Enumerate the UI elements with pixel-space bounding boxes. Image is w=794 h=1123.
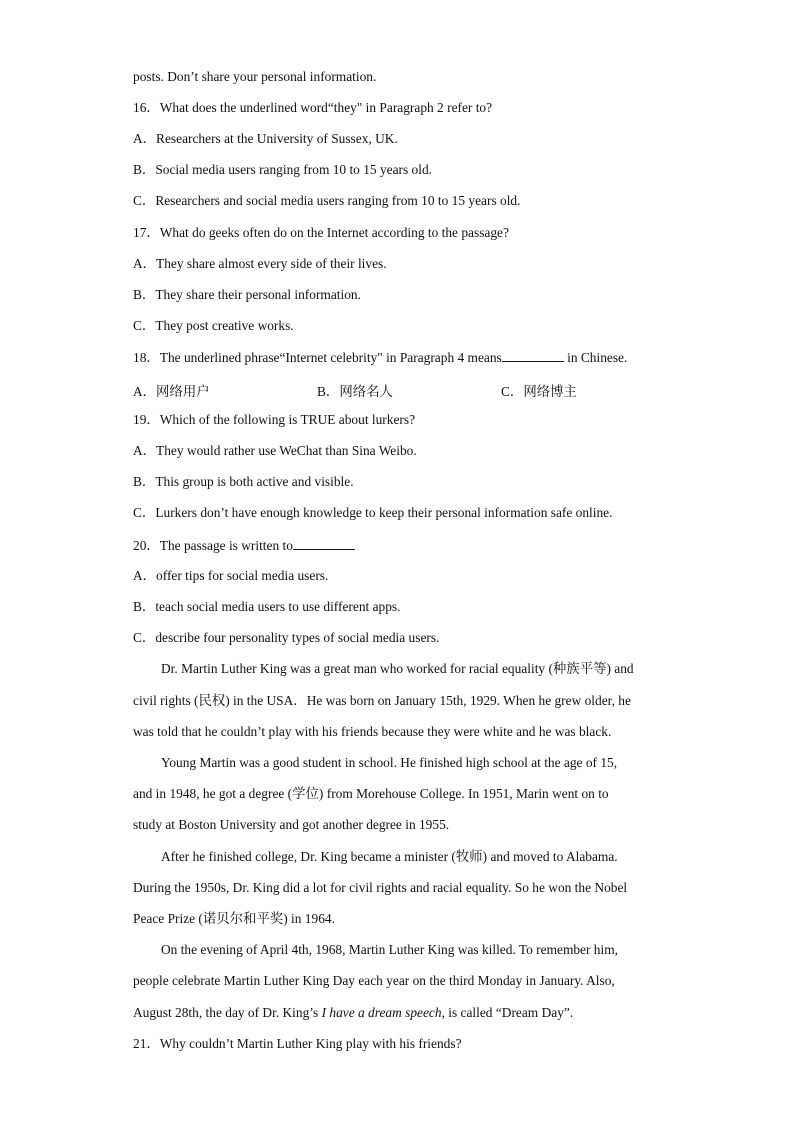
answer-blank xyxy=(502,350,564,362)
passage-paragraph-2-line-2: and in 1948, he got a degree (学位) from Morehouse College. In 1951, Marin went on to xyxy=(133,786,609,801)
question-16-stem: 16．What does the underlined word“they" in Paragraph 2 refer to? xyxy=(133,100,493,115)
passage-paragraph-2-line-1: Young Martin was a good student in school. He finished high school at the age of 15, xyxy=(161,755,618,770)
question-20-option-a: A．offer tips for social media users. xyxy=(133,568,329,583)
passage-paragraph-4-line-2: people celebrate Martin Luther King Day each year on the third Monday in January. Also, xyxy=(133,973,615,988)
passage-paragraph-1-line-1: Dr. Martin Luther King was a great man who worked for racial equality (种族平等) and xyxy=(161,661,634,676)
question-18-option-c: C．网络博主 xyxy=(501,384,577,399)
speech-title: I have a dream speech xyxy=(321,1005,442,1020)
question-18-option-a: A．网络用户 xyxy=(133,384,210,399)
question-17-option-c: C．They post creative works. xyxy=(133,318,294,333)
question-16-option-c: C．Researchers and social media users ranging from 10 to 15 years old. xyxy=(133,193,521,208)
question-20-stem-text: 20．The passage is written to xyxy=(133,538,293,553)
answer-blank xyxy=(293,538,355,550)
passage-paragraph-3-line-1: After he finished college, Dr. King became a minister (牧师) and moved to Alabama. xyxy=(161,849,618,864)
passage-paragraph-3-line-2: During the 1950s, Dr. King did a lot for civil rights and racial equality. So he won the Nobel xyxy=(133,880,628,895)
passage-p4-line3-after: , is called “Dream Day”. xyxy=(441,1005,574,1020)
passage-paragraph-2-line-3: study at Boston University and got another degree in 1955. xyxy=(133,817,450,832)
question-18-option-b: B．网络名人 xyxy=(317,384,393,399)
question-17-stem: 17．What do geeks often do on the Internet according to the passage? xyxy=(133,225,509,240)
passage-paragraph-1-line-2: civil rights (民权) in the USA．He was born on January 15th, 1929. When he grew older, he xyxy=(133,693,631,708)
question-18-stem xyxy=(133,350,627,364)
question-19-stem: 19．Which of the following is TRUE about lurkers? xyxy=(133,412,416,427)
question-17-option-b: B．They share their personal information. xyxy=(133,287,361,302)
question-16-option-b: B．Social media users ranging from 10 to 15 years old. xyxy=(133,162,433,177)
passage-paragraph-3-line-3: Peace Prize (诺贝尔和平奖) in 1964. xyxy=(133,911,335,926)
question-19-option-b: B．This group is both active and visible. xyxy=(133,474,354,489)
question-19-option-a: A．They would rather use WeChat than Sina Weibo. xyxy=(133,443,417,458)
question-18-stem-before: 18．The underlined phrase“Internet celebrity" in Paragraph 4 means xyxy=(133,350,502,365)
question-20-option-b: B．teach social media users to use different apps. xyxy=(133,599,401,614)
question-18-stem-after: in Chinese. xyxy=(567,350,628,365)
passage-p4-line3-before: August 28th, the day of Dr. King’s xyxy=(133,1005,322,1020)
question-19-option-c: C．Lurkers don’t have enough knowledge to keep their personal information safe online. xyxy=(133,505,613,520)
passage-paragraph-4-line-3 xyxy=(133,1006,573,1019)
question-20-stem xyxy=(133,538,355,552)
question-16-option-a: A．Researchers at the University of Sussex, UK. xyxy=(133,131,398,146)
question-21-stem: 21．Why couldn’t Martin Luther King play with his friends? xyxy=(133,1036,462,1051)
passage-tail-text: posts. Don’t share your personal information. xyxy=(133,69,377,84)
passage-paragraph-4-line-1: On the evening of April 4th, 1968, Martin Luther King was killed. To remember him, xyxy=(161,942,618,957)
question-17-option-a: A．They share almost every side of their lives. xyxy=(133,256,387,271)
passage-paragraph-1-line-3: was told that he couldn’t play with his friends because they were white and he was black. xyxy=(133,724,612,739)
question-20-option-c: C．describe four personality types of social media users. xyxy=(133,630,440,645)
